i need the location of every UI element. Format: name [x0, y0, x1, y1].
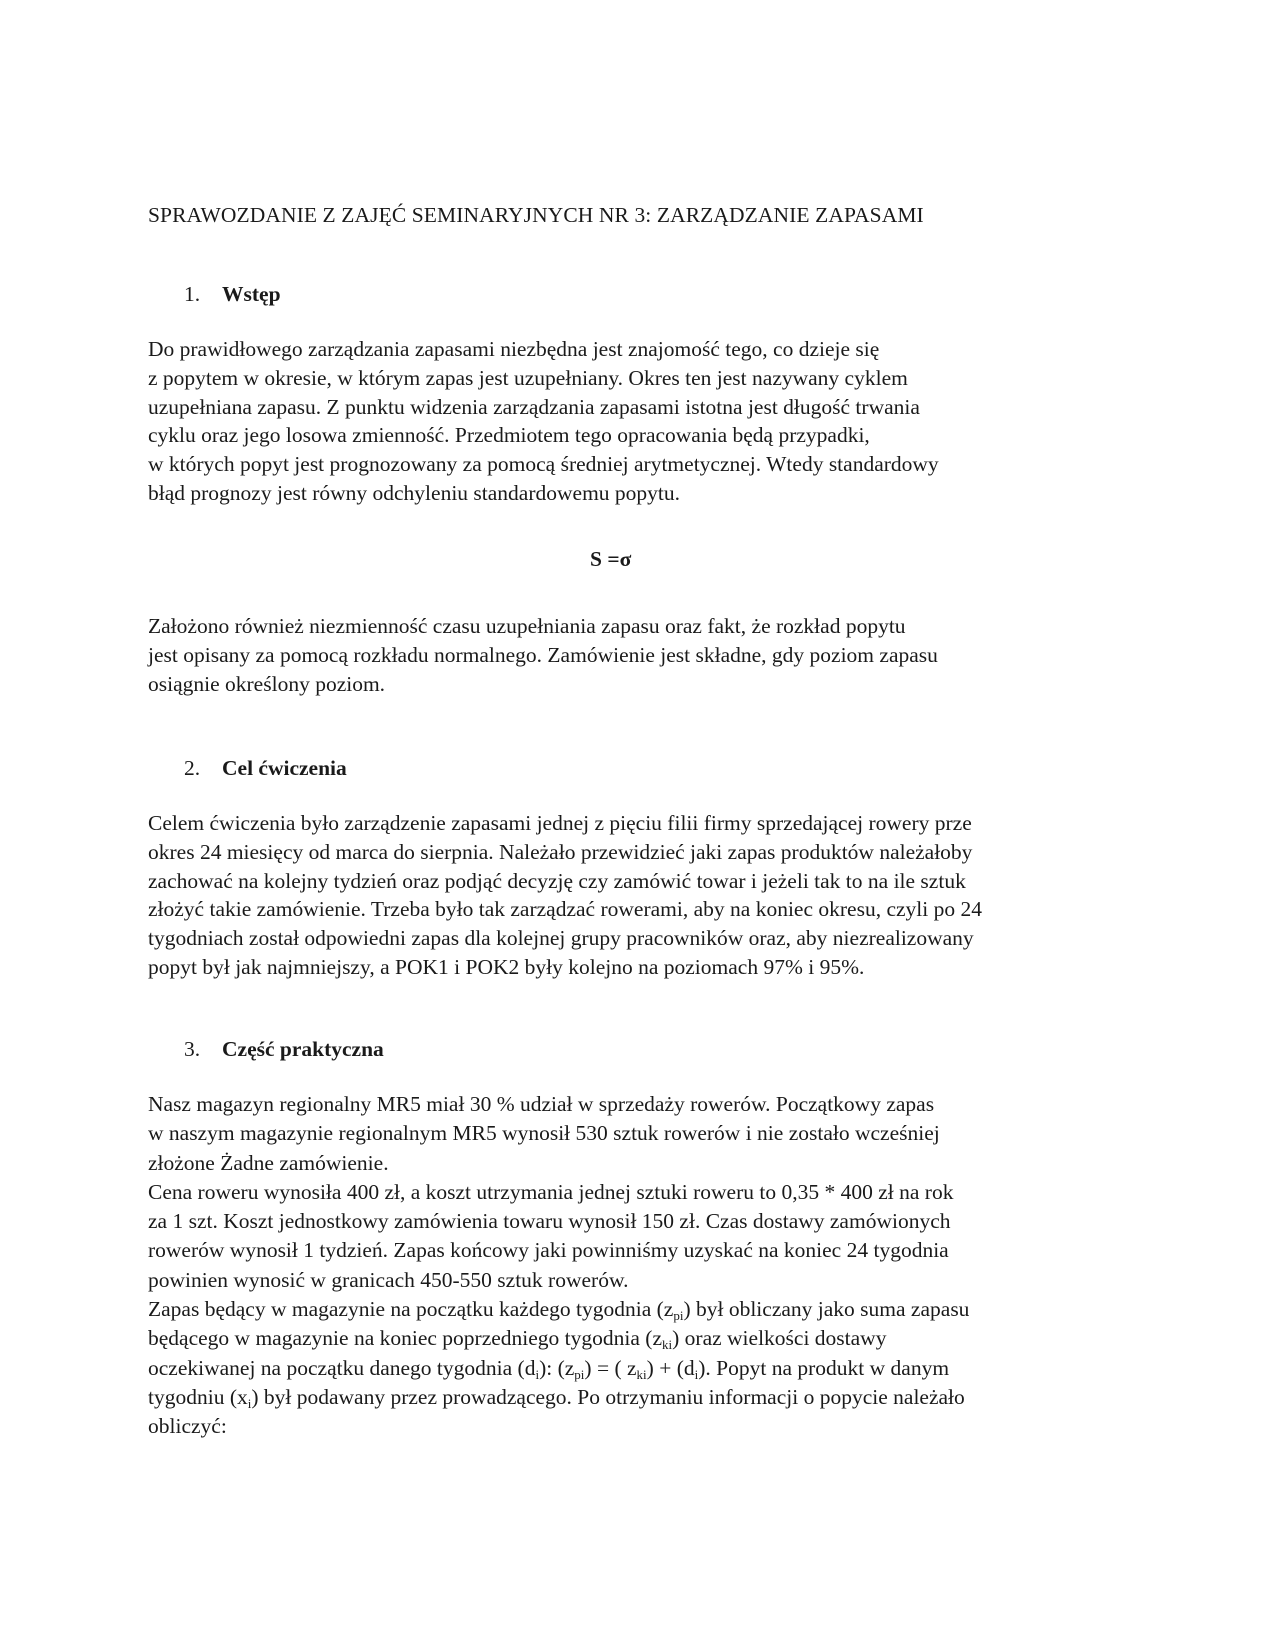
text-fragment: ) + (d: [646, 1355, 695, 1380]
section-heading-intro: [184, 282, 281, 307]
section-heading-practical: [184, 1037, 384, 1062]
subscript: pi: [574, 1366, 585, 1382]
section-heading-goal: [184, 756, 347, 781]
text-line: obliczyć:: [148, 1414, 227, 1439]
text-line-with-subscript: [148, 1295, 1133, 1324]
text-line: za 1 szt. Koszt jednostkowy zamówienia towaru wynosił 150 zł. Czas dostawy zamówionych: [148, 1209, 951, 1234]
text-line: Nasz magazyn regionalny MR5 miał 30 % udział w sprzedaży rowerów. Początkowy zapas: [148, 1092, 935, 1116]
text-line: Celem ćwiczenia było zarządzenie zapasami jednej z pięciu filii firmy sprzedającej rowery prze: [148, 811, 972, 835]
section-title: Wstęp: [222, 282, 281, 306]
text-line: Cena roweru wynosiła 400 zł, a koszt utrzymania jednej sztuki roweru to 0,35 * 400 zł na rok: [148, 1179, 954, 1204]
text-line: osiągnie określony poziom.: [148, 671, 386, 696]
text-fragment: ) = ( z: [584, 1355, 637, 1380]
text-line: okres 24 miesięcy od marca do sierpnia. Należało przewidzieć jaki zapas produktów należałoby: [148, 839, 973, 864]
text-line: w naszym magazynie regionalnym MR5 wynosił 530 sztuk rowerów i nie zostało wcześniej: [148, 1121, 940, 1146]
formula: S =σ: [590, 547, 632, 571]
text-fragment: ) był podawany przez prowadzącego. Po otrzymaniu informacji o popycie należało: [251, 1384, 965, 1409]
text-line: uzupełniana zapasu. Z punktu widzenia zarządzania zapasami istotna jest długość trwania: [148, 394, 920, 419]
text-line: rowerów wynosił 1 tydzień. Zapas końcowy jaki powinniśmy uzyskać na koniec 24 tygodnia: [148, 1238, 949, 1263]
text-fragment: ) był obliczany jako suma zapasu: [683, 1297, 970, 1322]
text-line: popyt był jak najmniejszy, a POK1 i POK2 były kolejno na poziomach 97% i 95%.: [148, 954, 865, 979]
subscript: ki: [662, 1337, 673, 1353]
text-fragment: tygodniu (x: [148, 1384, 248, 1409]
subscript: pi: [673, 1308, 684, 1324]
intro-paragraph-1: [148, 335, 1133, 508]
document-page: [148, 0, 1133, 1650]
text-fragment: oczekiwanej na początku danego tygodnia (d: [148, 1355, 536, 1380]
goal-paragraph: [148, 809, 1133, 982]
text-fragment: ) oraz wielkości dostawy: [672, 1326, 887, 1351]
text-line: zachować na kolejny tydzień oraz podjąć decyzję czy zamówić towar i jeżeli tak to na ile sztuk: [148, 868, 966, 893]
section-title: Część praktyczna: [222, 1037, 384, 1061]
text-line: błąd prognozy jest równy odchyleniu standardowemu popytu.: [148, 480, 681, 505]
section-number: 3.: [184, 1037, 201, 1061]
text-line: powinien wynosić w granicach 450-550 sztuk rowerów.: [148, 1267, 629, 1292]
text-line: Założono również niezmienność czasu uzupełniania zapasu oraz fakt, że rozkład popytu: [148, 614, 906, 638]
subscript: i: [694, 1366, 699, 1382]
text-line-with-subscript: [148, 1354, 1133, 1383]
text-line: jest opisany za pomocą rozkładu normalnego. Zamówienie jest składne, gdy poziom zapasu: [148, 642, 938, 667]
section-number: 1.: [184, 282, 201, 306]
text-fragment: ): (z: [539, 1355, 575, 1380]
subscript: ki: [636, 1366, 647, 1382]
text-line: w których popyt jest prognozowany za pomocą średniej arytmetycznej. Wtedy standardowy: [148, 452, 939, 477]
text-fragment: Zapas będący w magazynie na początku każdego tygodnia (z: [148, 1297, 674, 1322]
text-line-with-subscript: [148, 1383, 1133, 1412]
section-title: Cel ćwiczenia: [222, 756, 347, 780]
text-line-with-subscript: [148, 1324, 1133, 1353]
text-line: złożyć takie zamówienie. Trzeba było tak zarządzać rowerami, aby na koniec okresu, czyli po 24: [148, 897, 982, 922]
text-line: tygodniach został odpowiedni zapas dla kolejnej grupy pracowników oraz, aby niezrealizowany: [148, 926, 974, 951]
intro-paragraph-2: [148, 612, 1133, 698]
document-title: SPRAWOZDANIE Z ZAJĘĆ SEMINARYJNYCH NR 3: ZARZĄDZANIE ZAPASAMI: [148, 203, 924, 227]
text-line: Do prawidłowego zarządzania zapasami niezbędna jest znajomość tego, co dzieje się: [148, 337, 880, 361]
text-line: z popytem w okresie, w którym zapas jest uzupełniany. Okres ten jest nazywany cyklem: [148, 365, 908, 390]
subscript: i: [247, 1395, 252, 1411]
subscript: i: [535, 1366, 540, 1382]
text-fragment: będącego w magazynie na koniec poprzedniego tygodnia (z: [148, 1326, 662, 1351]
text-fragment: ). Popyt na produkt w danym: [698, 1355, 950, 1380]
text-line: złożone Żadne zamówienie.: [148, 1150, 389, 1175]
practical-paragraph: [148, 1090, 1133, 1442]
text-line: cyklu oraz jego losowa zmienność. Przedmiotem tego opracowania będą przypadki,: [148, 423, 870, 448]
section-number: 2.: [184, 756, 201, 780]
